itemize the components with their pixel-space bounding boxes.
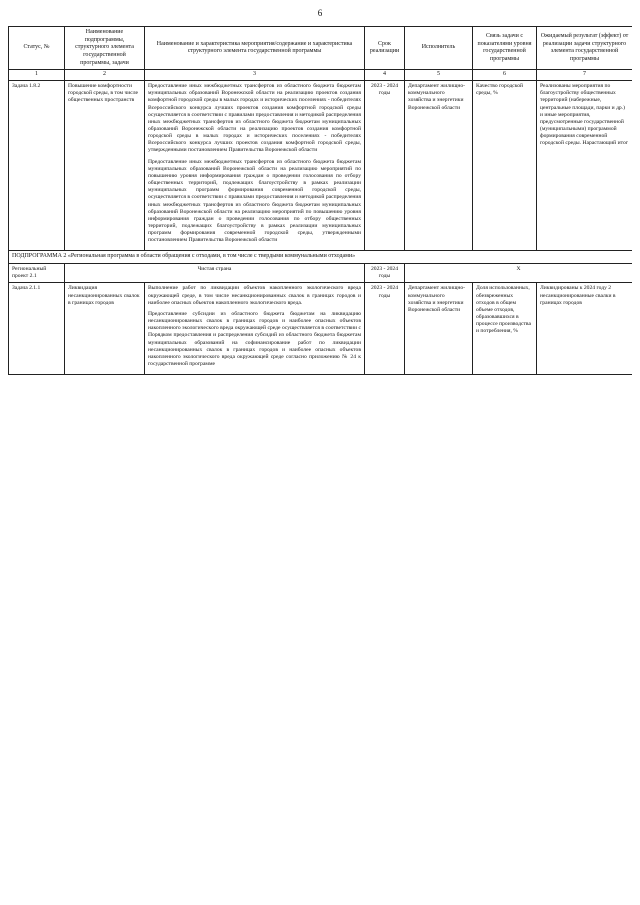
description-paragraph: Предоставление иных межбюджетных трансфертов из областного бюджета бюджетам муниципальных образований Воронежской области на реализацию мероприятий по повышению уровня информирования граждан о проведении голосования по отбору общественных территорий, подлежащих благоустройству в рамках реализации муниципальных программ формирования современной городской среды, осуществляется в соответствии с правилами предоставления и методикой распределения иных межбюджетных трансфертов из областного бюджета бюджетам муниципальных образований Воронежской области на реализацию мероприятий по повышению уровня информирования граждан о проведении голосования по отбору общественных территорий, подлежащих благоустройству в рамках реализации муниципальных программ формирования современной городской среды, утвержденными постановлением Правительства Воронежской области [148,158,361,244]
page-number: 6 [317,8,323,18]
column-number: 2 [65,70,145,81]
table-row-task-2-1-1 [9,283,633,375]
result-cell: Реализованы мероприятия по благоустройству общественных территорий (набережные, центральные площади, парки и др.) и иные мероприятия, предусмотренные государственной (муниципальными) программой формирования современной городской среды. Нарастающий итог [537,81,633,251]
subprogram-row [9,251,633,264]
program-table-container [8,26,632,894]
table-row-task-1-8-2 [9,81,633,251]
header-status: Статус, № [9,27,65,70]
column-number: 5 [405,70,473,81]
project-name-cell: Чистая страна [65,264,365,283]
period-cell: 2023 - 2024 годы [365,283,405,375]
name-cell: Повышение комфортности городской среды, в том числе общественных пространств [65,81,145,251]
executor-cell: Департамент жилищно-коммунального хозяйства и энергетики Воронежской области [405,81,473,251]
header-name: Наименование подпрограммы, структурного элемента государственной программы, задачи [65,27,145,70]
column-number: 3 [145,70,365,81]
subprogram-title: ПОДПРОГРАММА 2 «Региональная программа в области обращения с отходами, в том числе с твердыми коммунальными отходами» [9,251,633,264]
period-cell: 2023 - 2024 годы [365,264,405,283]
header-result: Ожидаемый результат (эффект) от реализации задачи структурного элемента государственной программы [537,27,633,70]
description-paragraph: Выполнение работ по ликвидации объектов накопленного экологического вреда окружающей среде, в том числе несанкционированных свалок в границах городов и наиболее опасных объектов накопленного экологического вреда. [148,285,361,306]
description-cell [145,81,365,251]
column-number: 4 [365,70,405,81]
column-number-row [9,70,633,81]
column-number: 1 [9,70,65,81]
header-row [9,27,633,70]
result-cell: Ликвидированы к 2024 году 2 несанкционированные свалки в границах городов [537,283,633,375]
indicator-cell: Качество городской среды, % [473,81,537,251]
header-indicator: Связь задачи с показателями уровня государственной программы [473,27,537,70]
description-paragraph: Предоставление субсидии из областного бюджета бюджетам на ликвидацию несанкционированных свалок в границах городов и наиболее опасных объектов накопленного экологического вреда окружающей среде осуществляется в соответствии с Порядком предоставления и распределения субсидий из областного бюджета бюджетам муниципальных образований на софинансирование работ по ликвидации несанкционированных свалок в границах городов и наиболее опасных объектов накопленного экологического вреда окружающей среде согласно приложению № 24 к государственной программе [148,310,361,368]
period-cell: 2023 - 2024 годы [365,81,405,251]
status-cell: Задача 1.8.2 [9,81,65,251]
column-number: 6 [473,70,537,81]
name-cell: Ликвидация несанкционированных свалок в границах городов [65,283,145,375]
header-description: Наименование и характеристика мероприятия/содержание и характеристика структурного элемента государственной программы [145,27,365,70]
description-paragraph: Предоставление иных межбюджетных трансфертов из областного бюджета бюджетам муниципальных образований Воронежской области на реализацию проектов создания комфортной городской среды в малых городах и исторических поселениях - победителях Всероссийского конкурса лучших проектов создания комфортной городской среды осуществляется в соответствии с правилами предоставления и методикой распределения иных межбюджетных трансфертов из областного бюджета бюджетам муниципальных образований Воронежской области на реализацию проектов создания комфортной городской среды в малых городах и исторических поселениях - победителях Всероссийского конкурса лучших проектов создания комфортной городской среды, утвержденными постановлением Правительства Воронежской области [148,83,361,154]
indicator-cell: X [405,264,633,283]
status-cell: Региональный проект 2.1 [9,264,65,283]
description-cell [145,283,365,375]
header-period: Срок реализации [365,27,405,70]
program-table [8,26,632,375]
indicator-cell: Доля использованных, обезвреженных отходов в общем объеме отходов, образовавшихся в процессе производства и потребления, % [473,283,537,375]
executor-cell: Департамент жилищно-коммунального хозяйства и энергетики Воронежской области [405,283,473,375]
column-number: 7 [537,70,633,81]
status-cell: Задача 2.1.1 [9,283,65,375]
table-row-project-2-1 [9,264,633,283]
header-executor: Исполнитель [405,27,473,70]
